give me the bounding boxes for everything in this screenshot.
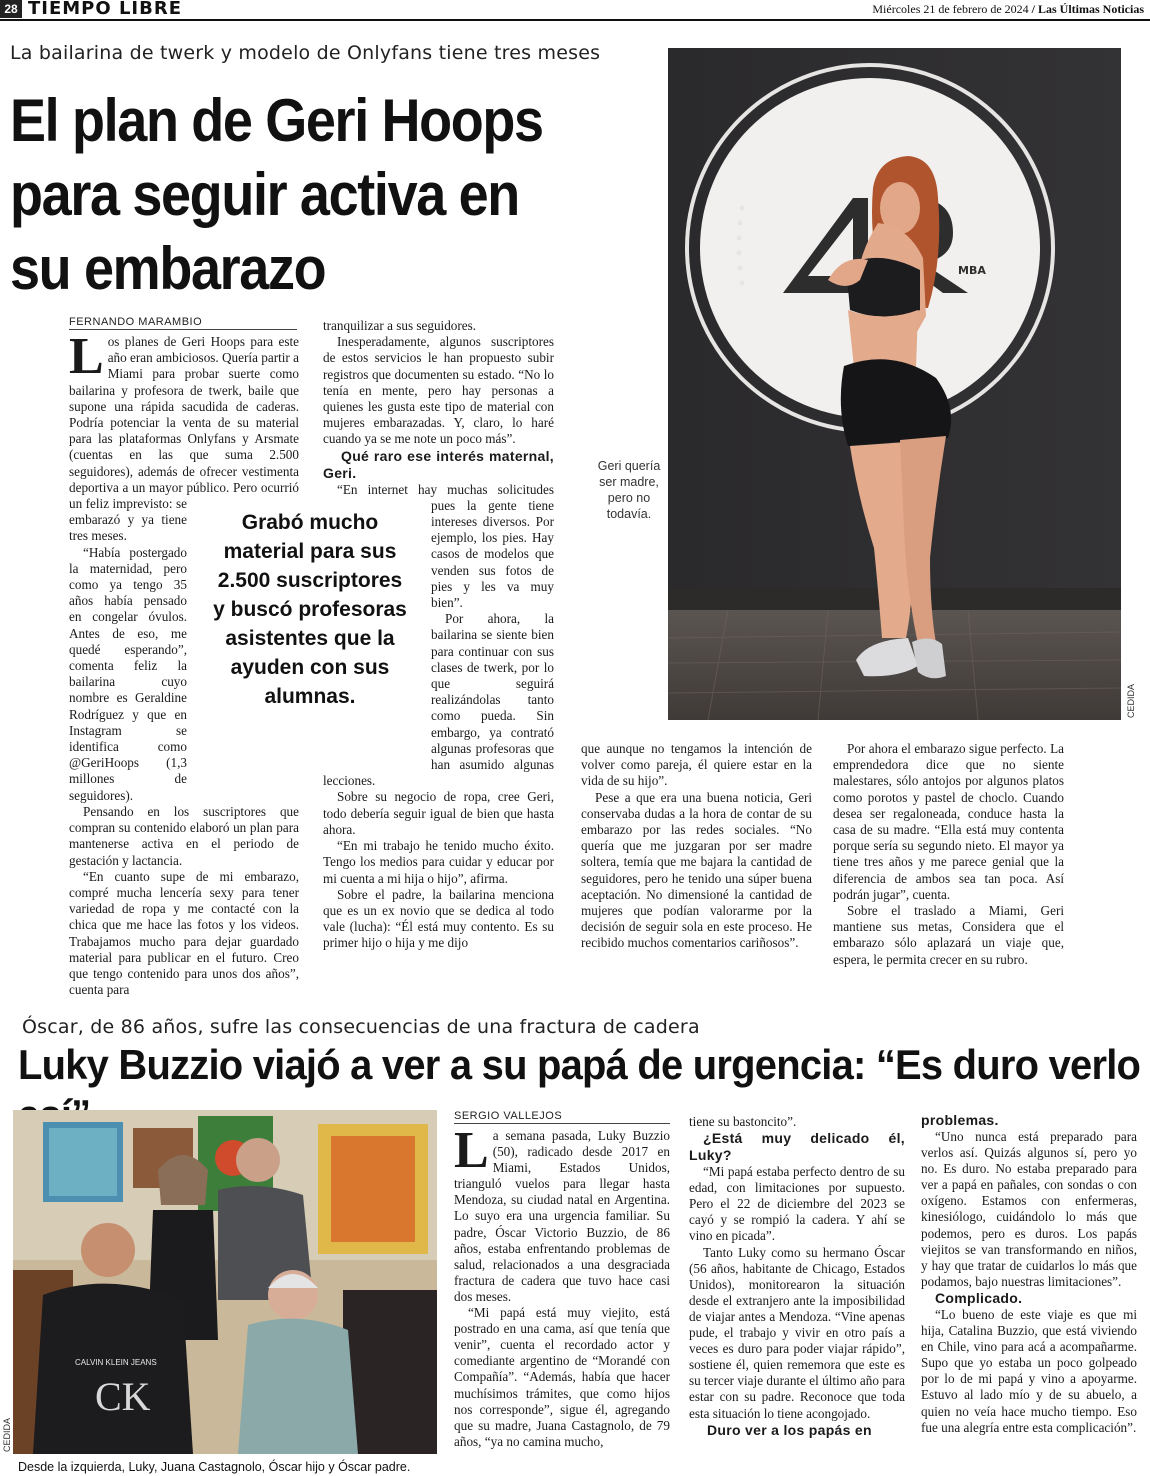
body-text: tiene su bastoncito”. <box>689 1114 797 1129</box>
pullquote-space <box>323 542 431 772</box>
question: Duro ver a los papás en <box>707 1421 872 1438</box>
body-text: “Mi papá estaba perfecto dentro de su edad, con limitaciones por supuesto. Pero el 22 de diciembre del 2023 se cayó y se rompió la cadera. Y ahí se vino en picada”. <box>689 1164 905 1244</box>
story1-headline <box>10 84 640 306</box>
publication-name: Las Últimas Noticias <box>1038 2 1144 16</box>
story2-headline: Luky Buzzio viajó a ver a su papá de urgencia: “Es duro verlo <box>18 1041 1141 1088</box>
body-text: Sobre el traslado a Miami, Geri mantiene sus metas, Considera que el embarazo sólo aplazará un viaje que, espera, le permita crecer en su rubro. <box>833 903 1064 967</box>
body-text: que aunque no tengamos la intención de volver como pareja, él quiere estar en la vida de su hijo”. <box>581 741 812 789</box>
dropcap: L <box>69 328 104 385</box>
question: Qué raro ese interés maternal, Geri. <box>323 447 554 481</box>
headline-line: El plan de Geri Hoops <box>10 87 543 154</box>
geri-photo <box>668 48 1121 720</box>
body-text: “En internet hay muchas solicitudes pues la gente tiene intereses diversos. Por ejemplo, los pies. Hay casos de modelos que venden sus fotos de pies y les va muy bien”. <box>337 481 554 611</box>
body-text: os planes de Geri Hoops para este año eran ambiciosos. Quería partir a Miami para probar suerte como bailarina y profesora de twerk, baile que supone una rápida sacudida de caderas. Podría potenciar la venta de su material para las plataformas Onlyfans y Arsmate (cuentas en las que suma 2.500 seguidores), además de ofrecer vestimenta deportiva a un mayor público. Pero ocurrió un feliz imprevisto: se embarazó y ya tiene tres meses. <box>69 334 299 544</box>
story1-kicker: La bailarina de twerk y modelo de Onlyfans tiene tres meses <box>10 42 601 64</box>
photo-side-caption: Geri quería ser madre, pero no todavía. <box>597 459 661 521</box>
story1-column-4 <box>833 741 1064 968</box>
page-number: 28 <box>0 0 22 18</box>
issue-date: Miércoles 21 de febrero de 2024 <box>872 2 1029 16</box>
photo-logo <box>766 168 976 328</box>
body-text: “En mi trabajo he tenido mucho éxito. Tengo los medios para cuidar y educar por mi cuenta a mi hija o hijo”, afirma. <box>323 838 554 886</box>
photo-logo-sub: MBA <box>958 264 986 277</box>
story1-byline: FERNANDO MARAMBIO <box>69 316 297 330</box>
body-text: Por ahora, la bailarina se siente bien para continuar con sus clases de twerk, por lo que seguirá realizándolas tanto como pueda. Sin embargo, ya contrató algunas profesoras que han asumido algunas lecciones. <box>323 611 554 789</box>
body-text: Sobre el padre, la bailarina menciona que es un ex novio que se dedica al todo vale (lucha): “Él está muy contento. Es su primer hijo o hija y me dijo <box>323 886 554 951</box>
story1-column-2 <box>323 318 554 988</box>
body-text: “Mi papá está muy viejito, está postrado en una cama, así que tenía que venir”, cuenta el recordado actor y comediante argentino de “Morandé con Compañía”. “Además, había que hacer muchísimos trámites, que como hijos nos corresponde”, sigue él, agregando que su madre, Juana Castagnolo, de 79 años, “ya no camina mucho, <box>454 1305 670 1449</box>
family-photo-caption: Desde la izquierda, Luky, Juana Castagnolo, Óscar hijo y Óscar padre. <box>18 1460 411 1474</box>
body-text: tranquilizar a sus seguidores. <box>323 318 477 333</box>
story1-column-3 <box>581 741 812 952</box>
family-photo <box>13 1110 437 1454</box>
body-text: Tanto Luky como su hermano Óscar (56 años, habitante de Chicago, Estados Unidos), monitorearon la situación desde el extranjero ante la imposibilidad de viajar antes a Mendoza. “Vine apenas pude, el trabajo y vivir en otro país a veces es duro para poder viajar rápido”, sostiene él, quien rememora que este es su tercer viaje durante el último año para estar con su padre. Reconoce que toda esta situación lo tiene acongojado. <box>689 1244 905 1421</box>
shirt-logo: CK <box>95 1374 151 1419</box>
body-text: “Lo bueno de este viaje es que mi hija, Catalina Buzzio, que está viviendo en Chile, vino para acá a acompañarme. Supo que yo estaba un poco golpeado por lo de mi papá y vino a apoyarme. Estuvo al lado mío y de su abuelo, a quien no veía hace mucho tiempo. Eso fue una alegría entre esta complicación”. <box>921 1306 1137 1435</box>
story2-column-1 <box>454 1122 670 1450</box>
family-photo-illustration <box>13 1110 437 1454</box>
body-text: “Uno nunca está preparado para verlos así. Quizás algunos sí, pero yo no. Es duro. No estaba preparado para ver a papá en pañales, con sondas o con oxígeno. Estamos con enfermeras, kinesiólogo, cuidándolo lo más que podemos, pero es duros. Los papás viejitos se van transformando en niños, y hay que tratar de cuidarlos lo más que podamos, bajo nuestras limitaciones”. <box>921 1129 1137 1289</box>
dropcap: L <box>454 1122 489 1179</box>
page-header <box>0 0 1150 18</box>
body-text: Inesperadamente, algunos suscriptores de estos servicios le han propuesto subir registros que documenten su estado. “No lo tenía en mente, pero hay personas a quienes les gusta este tipo de material con mujeres embarazadas. Y, claro, lo haré cuando ya se me note un poco más”. <box>323 334 554 447</box>
pullquote: Grabó mucho material para sus 2.500 suscriptores y buscó profesoras asistentes que la ayuden con sus alumnas. <box>213 511 407 708</box>
date-separator: / <box>1031 2 1035 16</box>
headline-line: su embarazo <box>10 235 326 302</box>
body-text: Pensando en los suscriptores que compran su contenido elaboró un plan para mantenerse activa en el periodo de gestación y lactancia. <box>69 803 299 868</box>
body-text: Pese a que era una buena noticia, Geri conservaba dudas a la hora de contar de su embarazo por las redes sociales. “No quería que me juzgaran por ser madre soltera, temía que me bajara la cantidad de seguidores, pero he tenido una súper buena aceptación. No dimensioné la cantidad de mujeres que podían valorarme por la decisión de seguir sola en este proceso. He recibido muchos comentarios cariñosos”. <box>581 789 812 951</box>
story2-column-3 <box>921 1112 1137 1436</box>
story2-kicker: Óscar, de 86 años, sufre las consecuencias de una fractura de cadera <box>22 1016 700 1038</box>
story2-byline: SERGIO VALLEJOS <box>454 1110 670 1124</box>
question: Complicado. <box>935 1289 1023 1306</box>
question: ¿Está muy delicado él, Luky? <box>689 1130 905 1164</box>
header-rule <box>0 19 1150 21</box>
photo-credit: CEDIDA <box>1126 683 1136 718</box>
geri-photo-illustration <box>668 48 1121 720</box>
body-text: a semana pasada, Luky Buzzio (50), radicado desde 2017 en Miami, Estados Unidos, trianguló vuelos para llegar hasta Mendoza, su ciudad natal en Argentina. Lo suyo era una urgencia familiar. Su padre, Óscar Victorio Buzzio, de 86 años, estaba enfrentando problemas de salud, relacionados a una desgraciada fractura de cadera que tuvo hace casi dos meses. <box>454 1128 670 1304</box>
story2-column-2 <box>689 1114 905 1439</box>
body-text: “En cuanto supe de mi embarazo, compré mucha lencería sexy para tener variedad de ropa y me contacté con la chica que me hace las fotos y los videos. Trabajamos mucho para dejar guardado material para publicar en el futuro. Creo que tengo contenido para unos dos años”, cuenta para <box>69 868 299 998</box>
section-title: TIEMPO LIBRE <box>28 0 182 19</box>
body-text: Sobre su negocio de ropa, cree Geri, todo debería seguir igual de bien que hasta ahora. <box>323 789 554 837</box>
body-text: “Había postergado la maternidad, pero como ya tengo 35 años había pensado en congelar óvulos. Antes de eso, me quedé esperando”, comenta feliz la bailarina cuyo nombre es Geraldine Rodríguez y que en Instagram se identifica como @GeriHoops (1,3 millones de seguidores). <box>69 544 187 803</box>
question: problemas. <box>921 1112 999 1128</box>
shirt-text: CALVIN KLEIN JEANS <box>75 1358 157 1367</box>
photo-credit: CEDIDA <box>2 1417 12 1452</box>
body-text: Por ahora el embarazo sigue perfecto. La emprendedora dice que no siente malestares, sólo antojos por algunos platos como porotos y pastel de choclo. Cuando desea ser regaloneada, conduce hasta la casa de su madre. “Ella está muy contenta porque sería su segundo nieto. El mayor ya tiene tres años y me parece genial que la diferencia de ambos sea tan poca. Así podrán jugar”, cuenta. <box>833 741 1064 902</box>
dateline <box>872 2 1144 17</box>
headline-line: para seguir activa en <box>10 161 519 228</box>
